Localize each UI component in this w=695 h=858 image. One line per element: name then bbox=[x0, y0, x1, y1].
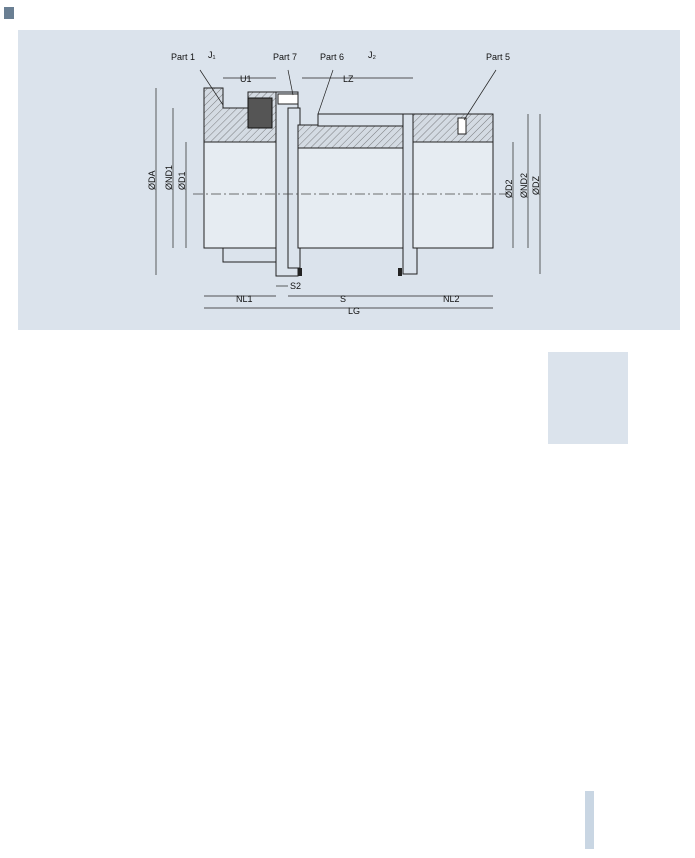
header-square-icon bbox=[4, 7, 14, 19]
label-lg: LG bbox=[348, 306, 361, 316]
section-header bbox=[4, 5, 18, 21]
label-j2: J₂ bbox=[368, 50, 376, 60]
label-dz: ØDZ bbox=[531, 176, 541, 195]
footer-code-strip bbox=[585, 791, 594, 849]
label-s: S bbox=[340, 294, 347, 304]
label-d2: ØD2 bbox=[504, 179, 514, 198]
label-u1: U1 bbox=[240, 74, 252, 84]
label-lz: LZ bbox=[343, 74, 354, 84]
label-part5: Part 5 bbox=[486, 52, 511, 62]
label-nd2: ØND2 bbox=[519, 172, 529, 198]
coupling-drawing-svg bbox=[18, 30, 680, 330]
article-header-bg bbox=[548, 352, 628, 444]
label-part1: Part 1 bbox=[171, 52, 196, 62]
label-nd1: ØND1 bbox=[164, 164, 174, 190]
label-part7: Part 7 bbox=[273, 52, 298, 62]
label-s2: S2 bbox=[290, 281, 302, 291]
label-j1: J₁ bbox=[208, 50, 216, 60]
label-nl1: NL1 bbox=[236, 294, 253, 304]
label-d1: ØD1 bbox=[177, 171, 187, 190]
label-nl2: NL2 bbox=[443, 294, 460, 304]
footer-bg bbox=[18, 791, 680, 849]
coupling-drawing bbox=[18, 30, 680, 330]
label-da: ØDA bbox=[147, 170, 157, 190]
table-header bbox=[18, 352, 680, 444]
label-part6: Part 6 bbox=[320, 52, 345, 62]
